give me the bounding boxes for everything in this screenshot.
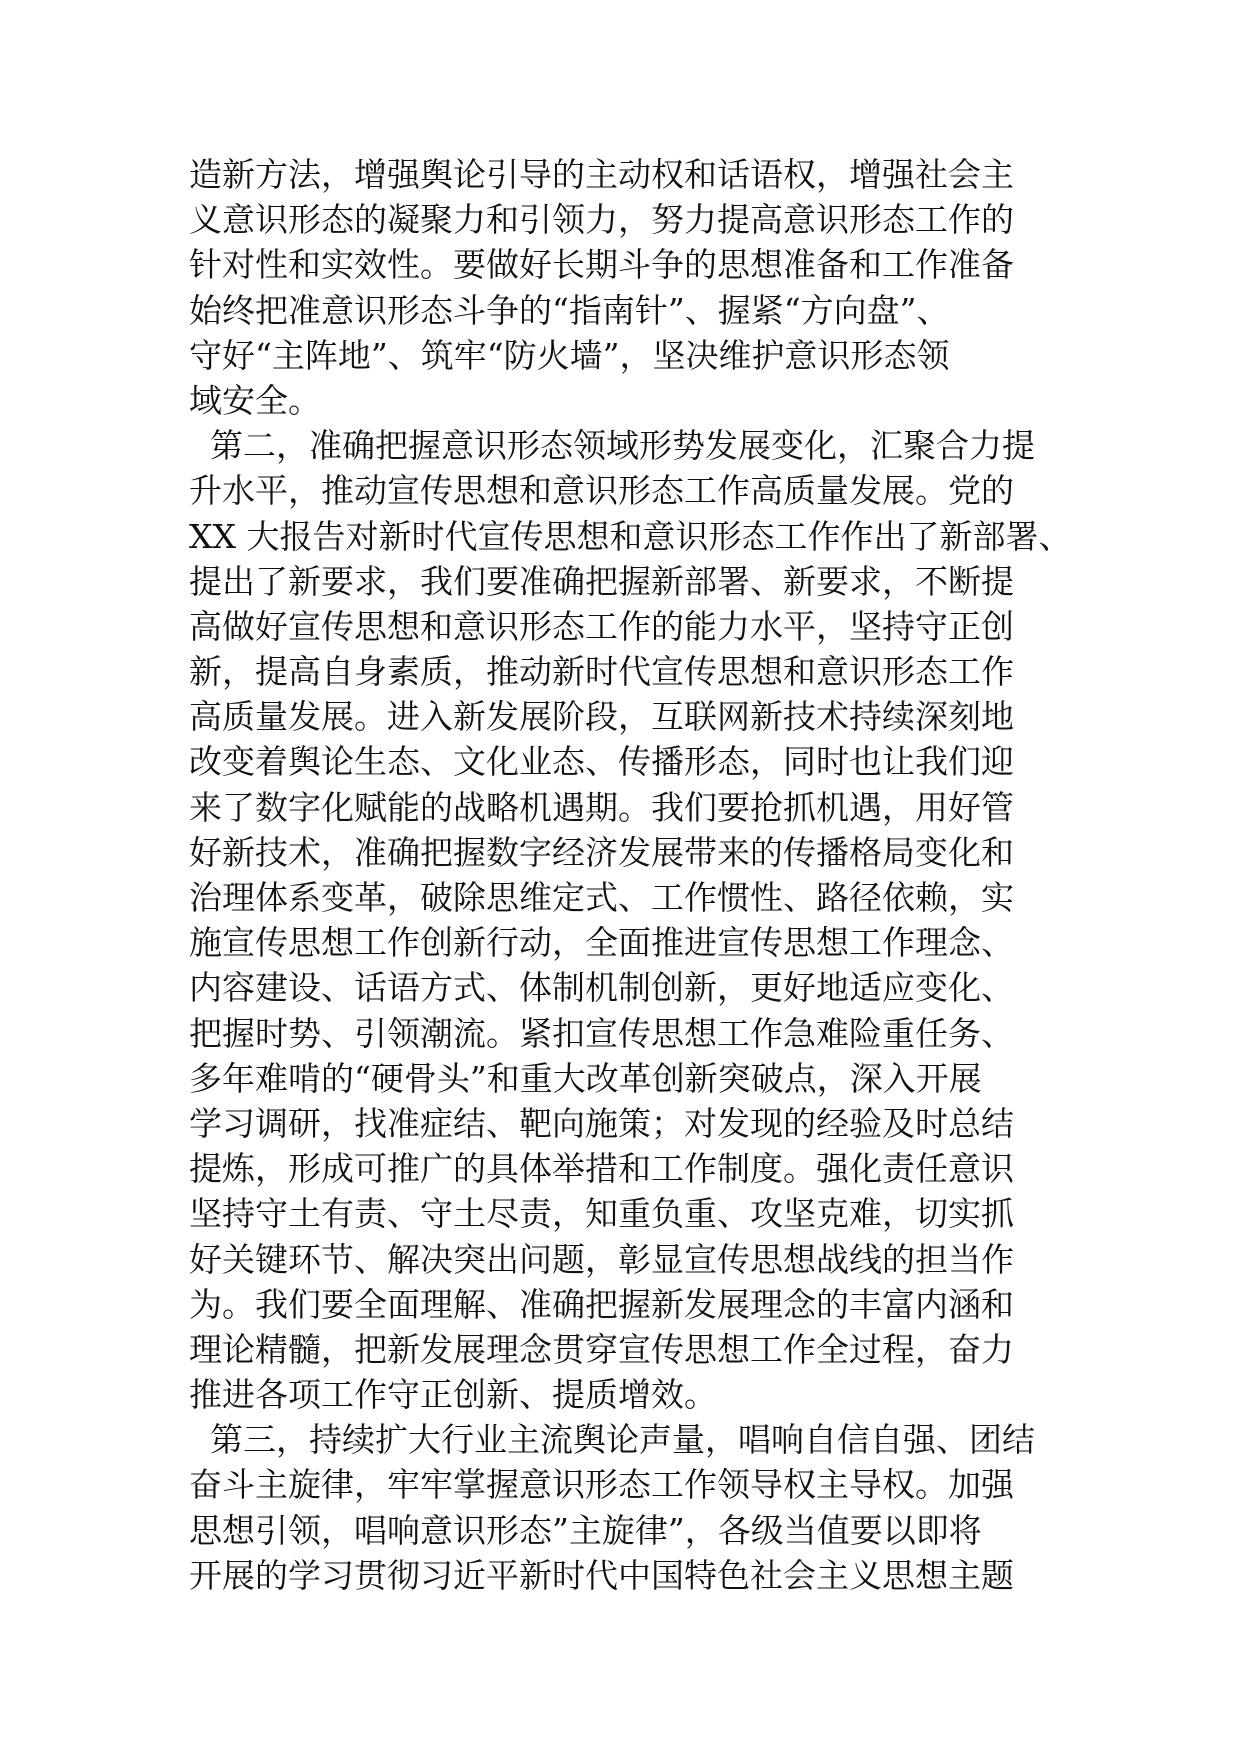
text-line: 改变着舆论生态、文化业态、传播形态，同时也让我们迎 [189,742,1014,782]
text-line: 理论精髓，把新发展理念贯穿宣传思想工作全过程，奋力 [189,1329,1014,1369]
text-line: 施宣传思想工作创新行动，全面推进宣传思想工作理念、 [189,923,1014,963]
text-line: 把握时势、引领潮流。紧扣宣传思想工作急难险重任务、 [189,1013,1014,1053]
text-line: 学习调研，找准症结、靶向施策；对发现的经验及时总结 [189,1103,1014,1143]
text-line: 提炼，形成可推广的具体举措和工作制度。强化责任意识 [189,1149,1014,1189]
text-line: 治理体系变革，破除思维定式、工作惯性、路径依赖，实 [189,878,1014,917]
text-line: 守好“主阵地”、筑牢“防火墙”，坚决维护意识形态领 [189,335,950,375]
text-line: 义意识形态的凝聚力和引领力，努力提高意识形态工作的 [189,200,1014,240]
text-line: 思想引领，唱响意识形态”主旋律”，各级当值要以即将 [189,1510,982,1550]
text-line: 始终把准意识形态斗争的“指南针”、握紧“方向盘”、 [189,290,950,330]
text-line: 好关键环节、解决突出问题，彰显宣传思想战线的担当作 [189,1239,1014,1279]
text-line: 新，提高自身素质，推动新时代宣传思想和意识形态工作 [189,652,1014,692]
text-line: 为。我们要全面理解、准确把握新发展理念的丰富内涵和 [189,1284,1014,1324]
text-line: 好新技术，准确把握数字经济发展带来的传播格局变化和 [189,832,1014,872]
text-line: 坚持守土有责、守土尽责，知重负重、攻坚克难，切实抓 [189,1194,1014,1234]
paragraph-start-line: 第三，持续扩大行业主流舆论声量，唱响自信自强、团结 [189,1420,1035,1460]
text-line: 奋斗主旋律，牢牢掌握意识形态工作领导权主导权。加强 [189,1465,1014,1505]
text-line: 升水平，推动宣传思想和意识形态工作高质量发展。党的 [189,471,1014,511]
text-line: 针对性和实效性。要做好长期斗争的思想准备和工作准备 [189,245,1014,285]
text-line: 来了数字化赋能的战略机遇期。我们要抢抓机遇，用好管 [189,787,1014,827]
text-line: 开展的学习贯彻习近平新时代中国特色社会主义思想主题 [189,1555,1014,1595]
text-line: 高质量发展。进入新发展阶段，互联网新技术持续深刻地 [189,697,1014,737]
text-line: 内容建设、话语方式、体制机制创新，更好地适应变化、 [189,968,1014,1008]
text-line: 多年难啃的“硬骨头”和重大改革创新突破点，深入开展 [189,1058,982,1098]
body-text [189,152,1072,1598]
text-line: XX 大报告对新时代宣传思想和意识形态工作作出了新部署、 [189,516,1072,556]
paragraph-start-line: 第二，准确把握意识形态领域形势发展变化，汇聚合力提 [189,426,1035,466]
text-line: 高做好宣传思想和意识形态工作的能力水平，坚持守正创 [189,606,1014,646]
text-line: 提出了新要求，我们要准确把握新部署、新要求，不断提 [189,561,1014,601]
text-line: 造新方法，增强舆论引导的主动权和话语权，增强社会主 [189,155,1014,194]
text-line: 域安全。 [189,380,321,420]
text-line: 推进各项工作守正创新、提质增效。 [189,1375,717,1415]
